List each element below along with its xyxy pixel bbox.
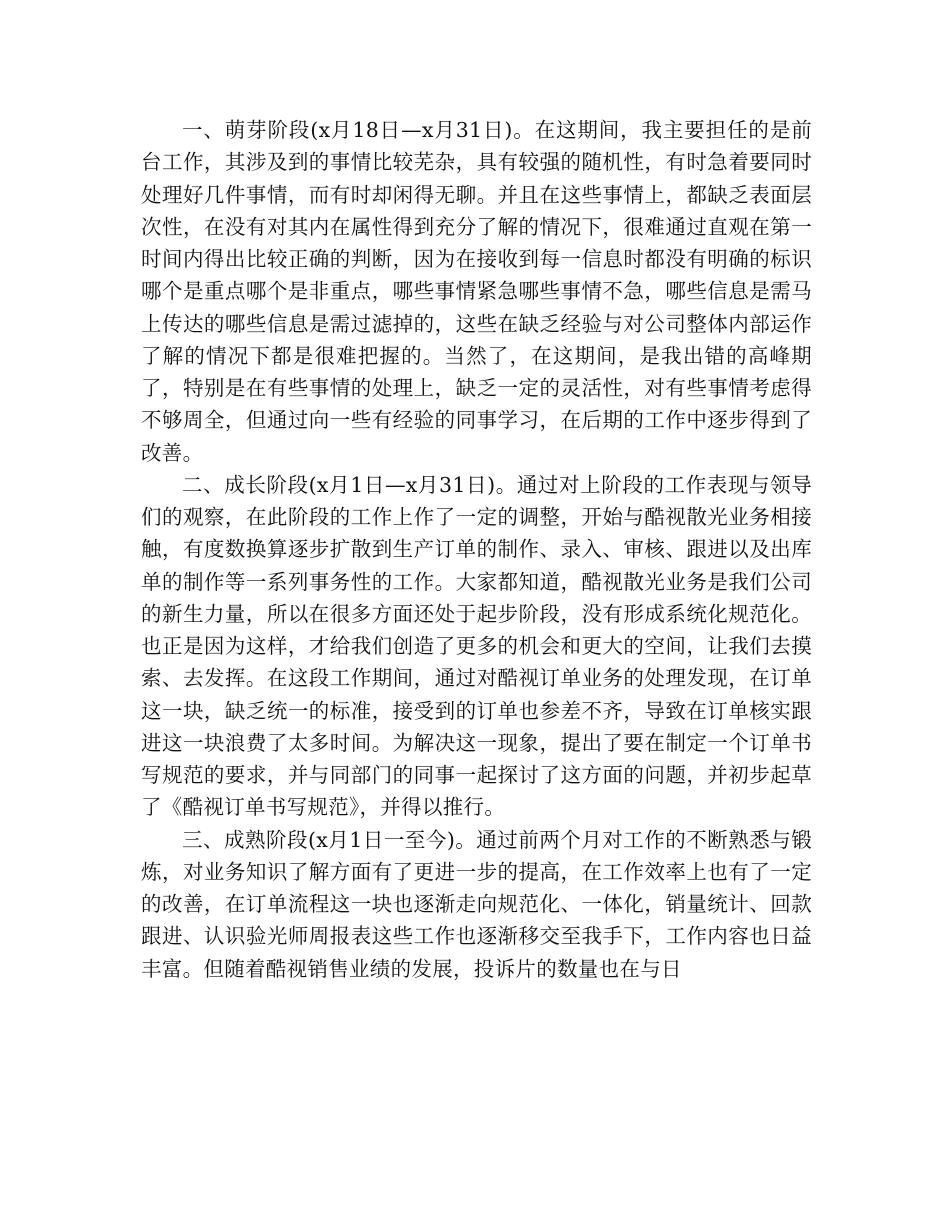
paragraph-mature-stage: 三、成熟阶段(x月1日一至今)。通过前两个月对工作的不断熟悉与锻炼，对业务知识了解方面有了更进一步的提高，在工作效率上也有了一定的改善，在订单流程这一块也逐渐走向规范化、一体化，销量统计、回款跟进、认识验光师周报表这些工作也逐渐移交至我手下，工作内容也日益丰富。但随着酷视销售业绩的发展，投诉片的数量也在与日 <box>141 827 812 981</box>
document-body <box>141 114 812 985</box>
paragraph-growth-stage: 二、成长阶段(x月1日—x月31日)。通过对上阶段的工作表现与领导们的观察，在此阶段的工作上作了一定的调整，开始与酷视散光业务相接触，有度数换算逐步扩散到生产订单的制作、录入、审核、跟进以及出库单的制作等一系列事务性的工作。大家都知道，酷视散光业务是我们公司的新生力量，所以在很多方面还处于起步阶段，没有形成系统化规范化。也正是因为这样，才给我们创造了更多的机会和更大的空间，让我们去摸索、去发挥。在这段工作期间，通过对酷视订单业务的处理发现，在订单这一块，缺乏统一的标准，接受到的订单也参差不齐，导致在订单核实跟进这一块浪费了太多时间。为解决这一现象，提出了要在制定一个订单书写规范的要求，并与同部门的同事一起探讨了这方面的问题，并初步起草了《酷视订单书写规范》，并得以推行。 <box>141 472 812 820</box>
paragraph-sprout-stage: 一、萌芽阶段(x月18日—x月31日)。在这期间，我主要担任的是前台工作，其涉及到的事情比较芜杂，具有较强的随机性，有时急着要同时处理好几件事情，而有时却闲得无聊。并且在这些事情上，都缺乏表面层次性，在没有对其内在属性得到充分了解的情况下，很难通过直观在第一时间内得出比较正确的判断，因为在接收到每一信息时都没有明确的标识哪个是重点哪个是非重点，哪些事情紧急哪些事情不急，哪些信息是需马上传达的哪些信息是需过滤掉的，这些在缺乏经验与对公司整体内部运作了解的情况下都是很难把握的。当然了，在这期间，是我出错的高峰期了，特别是在有些事情的处理上，缺乏一定的灵活性，对有些事情考虑得不够周全，但通过向一些有经验的同事学习，在后期的工作中逐步得到了改善。 <box>141 118 812 465</box>
